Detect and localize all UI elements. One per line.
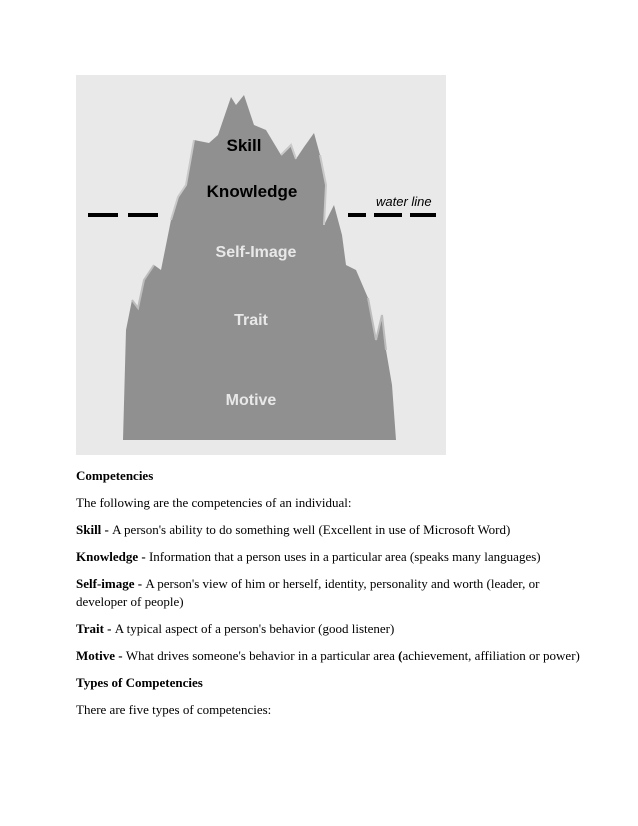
label-skill: Skill (226, 136, 262, 155)
heading-types: Types of Competencies (76, 675, 203, 690)
label-motive: Motive (225, 392, 277, 409)
term-self-image: Self-image - (76, 576, 146, 591)
desc-motive: What drives someone's behavior in a particular area (125, 648, 399, 663)
label-self-image: Self-Image (215, 244, 297, 261)
desc-motive-paren: ( (398, 648, 403, 663)
item-knowledge (76, 548, 576, 566)
iceberg-figure (76, 75, 446, 455)
item-skill (76, 521, 576, 539)
term-motive: Motive - (76, 648, 126, 663)
desc-knowledge: Information that a person uses in a particular area (speaks many languages) (148, 549, 541, 564)
intro-text: The following are the competencies of an individual: (76, 495, 352, 510)
desc-self-image: A person's view of him or herself, identity, personality and worth (leader, or developer of people) (76, 576, 540, 609)
item-trait (76, 620, 576, 638)
iceberg-diagram (76, 75, 446, 455)
term-knowledge: Knowledge - (76, 549, 149, 564)
heading-competencies: Competencies (76, 468, 154, 483)
item-self-image (76, 575, 576, 611)
desc-motive-rest: achievement, affiliation or power) (402, 648, 580, 663)
types-intro-text: There are five types of competencies: (76, 702, 272, 717)
water-line-label: water line (376, 194, 432, 209)
label-knowledge: Knowledge (206, 182, 298, 201)
term-trait: Trait - (76, 621, 115, 636)
desc-trait: A typical aspect of a person's behavior (good listener) (114, 621, 395, 636)
item-motive (76, 647, 596, 665)
term-skill: Skill - (76, 522, 113, 537)
label-trait: Trait (234, 312, 268, 329)
desc-skill: A person's ability to do something well (Excellent in use of Microsoft Word) (112, 522, 511, 537)
